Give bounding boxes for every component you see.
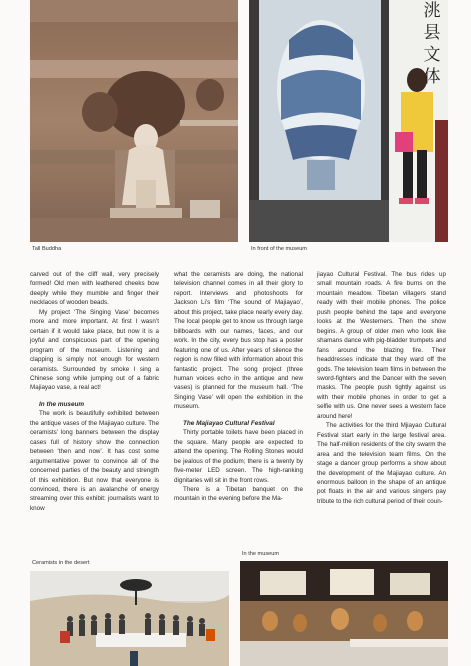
tall-buddha-photo xyxy=(30,0,238,242)
col1-heading-in-the-museum: In the museum xyxy=(39,400,85,408)
col2-heading-cultural-festival: The Majiayao Cultural Festival xyxy=(183,419,275,427)
museum-front-photo xyxy=(249,0,448,242)
col2-paragraph-1: what the ceramists are doing, the national television channel comes in all their glory to report. Interviews and photoshoots for Jackson Li’s film ‘The sound of Majiayao’, about this project, take place nearly every day. The local people get to know us through large billboards with our names, faces, and our work. In the city, every bus stop has a poster featuring one of us. After years of silence the region is now filled with information about this fantastic project. The song project (three human voices echo in the antique and new vases) is planned for the museum hall. ‘The Singing Vase’ will open the exhibition in the museum. xyxy=(174,271,303,411)
museum-sign-text: 洮县文体 xyxy=(423,1,441,87)
caption-in-museum: In the museum xyxy=(242,551,279,557)
col3-paragraph-1: jiayao Cultural Festival. The bus rides up small mountain roads. A fire burns on the mountain meadow. Tibetan villagers stand ready with their mobile phones. The police push people behind the tape and everyone looks at the Westerners. Then the show begins. A group of older men who look like shamans dance with pig-bladder trumpets and fans around the blazing fire. Their headdresses indicate that they ward off the gods. The television team films in between the sword-fighters and the Dancer with the seven masks. The people push tightly against us with their mobile phones in order to get a selfie with us. One never sees a western face around here! xyxy=(317,271,446,420)
col1-paragraph-3: The work is beautifully exhibited between the antique vases of the Majiayao culture. The ceramists’ long banners between the display cases full of history show the connection between ‘then and now’. It has cost some argumentative power to convince all of the concerned parties of the beauty and strength of this exhibition. But now that everyone is convinced, there is an avalanche of energy streaming over this exhibit: journalists want to know xyxy=(30,410,159,512)
caption-museum-front: In front of the museum xyxy=(251,246,307,252)
in-museum-photo xyxy=(240,561,448,666)
caption-tall-buddha: Tall Buddha xyxy=(32,246,62,252)
col3-paragraph-2: The activities for the third Mjiayao Cultural Festival start early in the large festival area. The half-million residents of the city swarm the area and the television team films. On the stage a dancer group performs a show about the development of the Majiayao culture. An enormous balloon in the shape of an antique pot floats in the air and various singers pay tribute to the rich cultural period of their coun- xyxy=(317,422,446,505)
article-column-2 xyxy=(174,270,303,504)
caption-ceramists-desert: Ceramists in the desert xyxy=(32,560,90,566)
article-column-1 xyxy=(30,270,159,513)
col1-paragraph-2: My project ‘The Singing Vase’ becomes more and more important. At first I wasn’t certain if it would take place, but now it is a joyful and conspicuous part of the opening program of the museum. Listening and clapping is simply not enough for western ceramists. Surrounded by smoke I sing a Chinese song while jumping out of a fabric Majiayao vase, a real act! xyxy=(30,308,159,392)
col2-paragraph-2: Thirty portable toilets have been placed in the square. Many people are expected to attend the opening. The Rolling Stones would be jealous of the podium; there is a twenty by five-meter LED screen. The high-ranking dignitaries will sit in the front rows. xyxy=(174,429,303,484)
article-column-3 xyxy=(317,270,446,506)
ceramists-desert-photo xyxy=(30,571,229,666)
col1-paragraph-1: carved out of the cliff wall, very precisely formed! Old men with leathered cheeks bow deeply while they mumble and finger their necklaces of wooden beads. xyxy=(30,271,159,307)
col2-paragraph-3: There is a Tibetan banquet on the mountain in the evening before the Ma- xyxy=(174,485,303,503)
